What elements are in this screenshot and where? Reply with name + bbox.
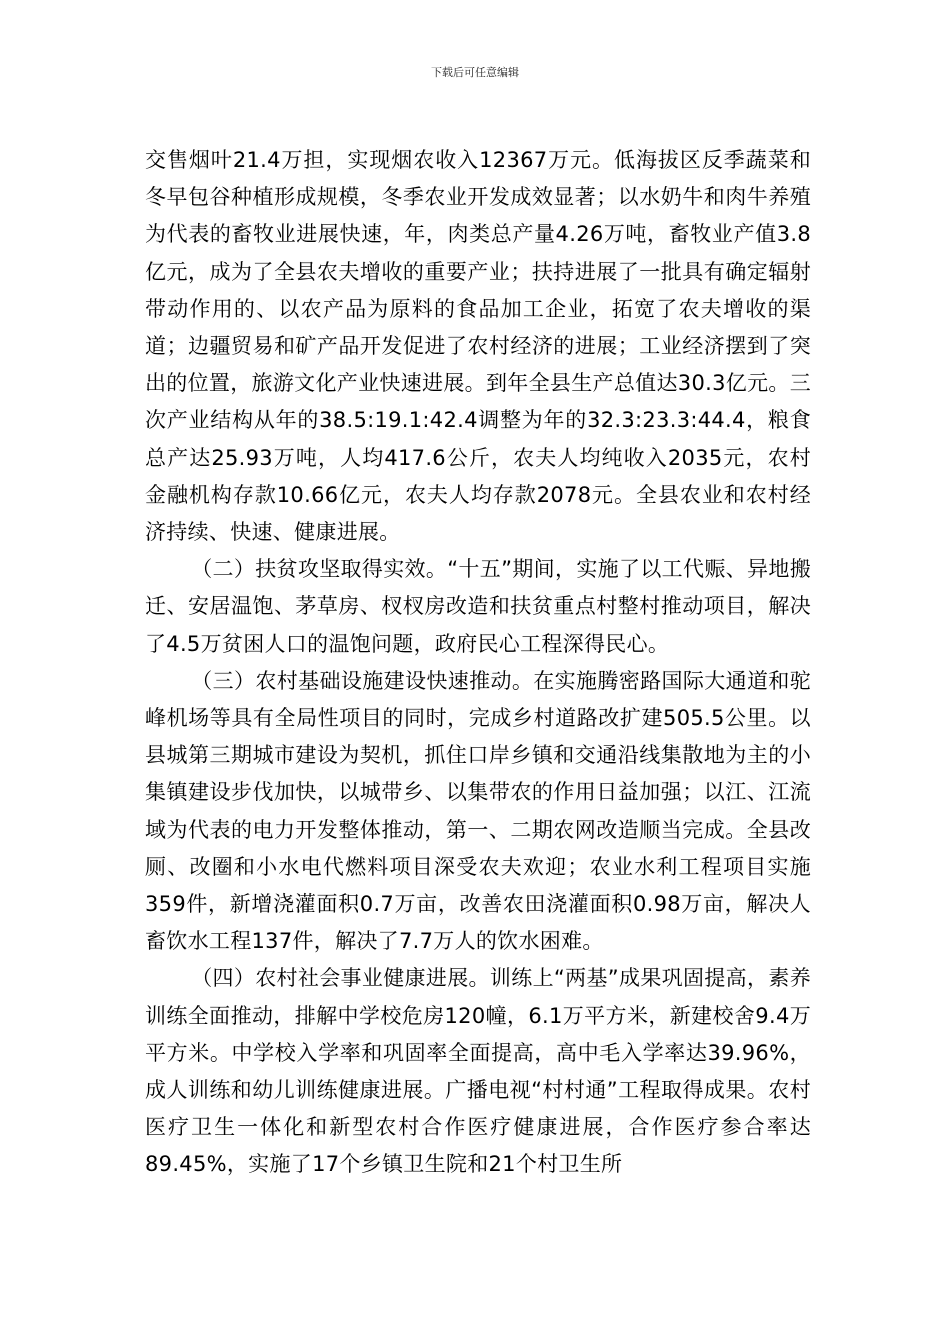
paragraph-poverty-alleviation: （二）扶贫攻坚取得实效。“十五”期间，实施了以工代赈、异地搬迁、安居温饱、茅草房、杈杈房改造和扶贫重点村整村推动项目，解决了4.5万贫困人口的温饱问题，政府民心工程深得民心。 — [145, 557, 811, 656]
page-header: 下载后可任意编辑 — [431, 66, 519, 79]
paragraph-agriculture-economy: 交售烟叶21.4万担，实现烟农收入12367万元。低海拔区反季蔬菜和冬早包谷种植形成规模，冬季农业开发成效显著；以水奶牛和肉牛养殖为代表的畜牧业进展快速，年，肉类总产量4.26万吨，畜牧业产值3.8亿元，成为了全县农夫增收的重要产业；扶持进展了一批具有确定辐射带动作用的、以农产品为原料的食品加工企业，拓宽了农夫增收的渠道；边疆贸易和矿产品开发促进了农村经济的进展；工业经济摆到了突出的位置，旅游文化产业快速进展。到年全县生产总值达30.3亿元。三次产业结构从年的38.5:19.1:42.4调整为年的32.3:23.3:44.4，粮食总产达25.93万吨，人均417.6公斤，农夫人均纯收入2035元，农村金融机构存款10.66亿元，农夫人均存款2078元。全县农业和农村经济持续、快速、健康进展。 — [145, 148, 811, 545]
paragraph-rural-social-affairs: （四）农村社会事业健康进展。训练上“两基”成果巩固提高，素养训练全面推动，排解中学校危房120幢，6.1万平方米，新建校舍9.4万平方米。中学校入学率和巩固率全面提高，高中毛入学率达39.96%，成人训练和幼儿训练健康进展。广播电视“村村通”工程取得成果。农村医疗卫生一体化和新型农村合作医疗健康进展，合作医疗参合率达89.45%，实施了17个乡镇卫生院和21个村卫生所 — [145, 966, 811, 1177]
paragraph-rural-infrastructure: （三）农村基础设施建设快速推动。在实施腾密路国际大通道和驼峰机场等具有全局性项目的同时，完成乡村道路改扩建505.5公里。以县城第三期城市建设为契机，抓住口岸乡镇和交通沿线集散地为主的小集镇建设步伐加快，以城带乡、以集带农的作用日益加强；以江、江流域为代表的电力开发整体推动，第一、二期农网改造顺当完成。全县改厕、改圈和小水电代燃料项目深受农夫欢迎；农业水利工程项目实施359件，新增浇灌面积0.7万亩，改善农田浇灌面积0.98万亩，解决人畜饮水工程137件，解决了7.7万人的饮水困难。 — [145, 668, 811, 954]
document-body — [145, 142, 811, 1184]
